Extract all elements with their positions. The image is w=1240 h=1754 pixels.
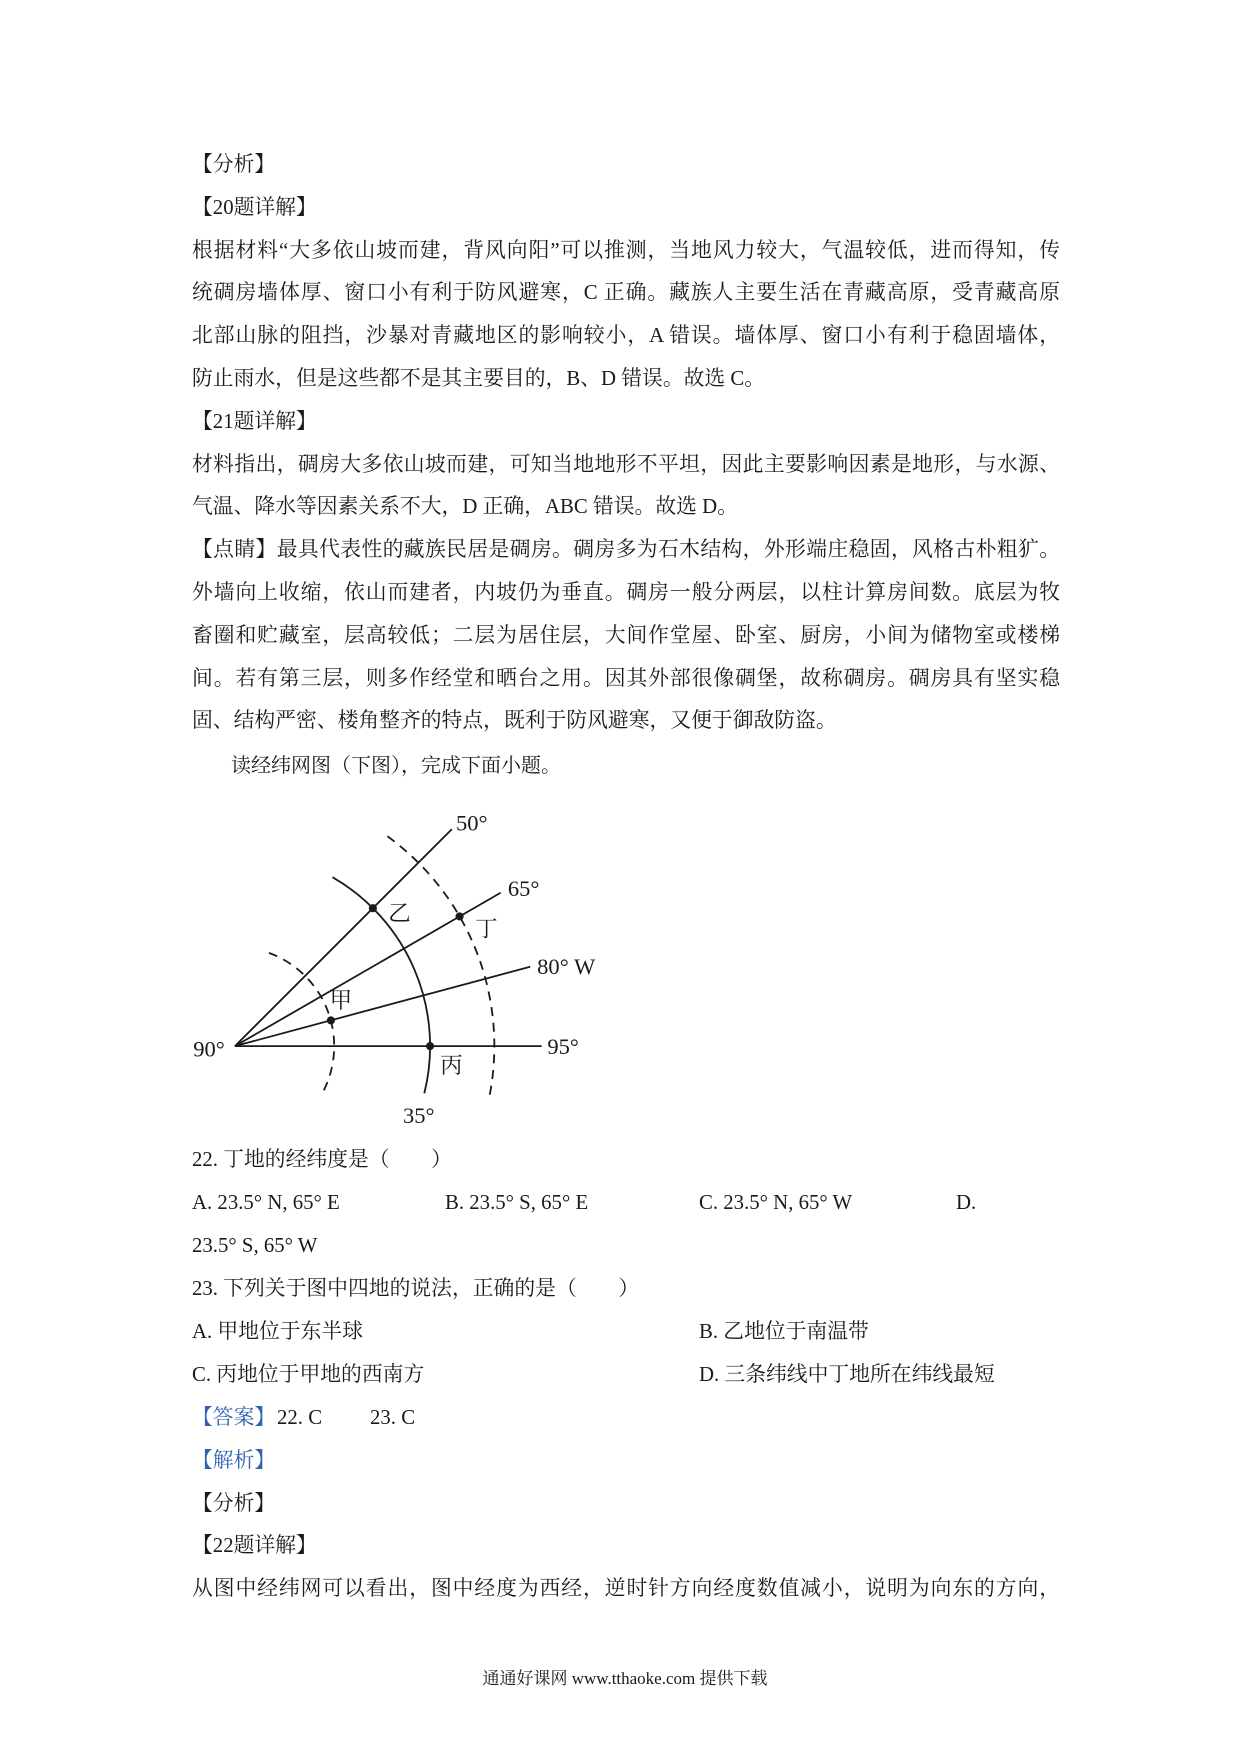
q23-option-c: C. 丙地位于甲地的西南方	[192, 1362, 425, 1386]
place-jia-label: 甲	[329, 987, 352, 1013]
paragraph-line: 统碉房墙体厚、窗口小有利于防风避寒，C 正确。藏族人主要生活在青藏高原，受青藏高原	[192, 281, 1060, 305]
q23-option-b: B. 乙地位于南温带	[699, 1319, 869, 1343]
answer-label: 【答案】	[192, 1405, 276, 1429]
meridian-50-line	[235, 829, 452, 1046]
point-ding-dot	[455, 912, 463, 920]
page-footer: 通通好课网 www.tthaoke.com 提供下载	[482, 1669, 768, 1688]
q22-option-d-text: 23.5° S, 65° W	[192, 1234, 318, 1258]
tip-line: 间。若有第三层，则多作经堂和晒台之用。因其外部很像碉堡，故称碉房。碉房具有坚实稳	[192, 666, 1060, 690]
previous-explanation-section	[192, 144, 1060, 743]
q23-option-a: A. 甲地位于东半球	[192, 1319, 363, 1343]
instruction-line: 读经纬网图（下图），完成下面小题。	[231, 755, 561, 777]
place-ding-label: 丁	[474, 916, 498, 942]
questions-section	[192, 1139, 1060, 1611]
place-bing-label: 丙	[439, 1053, 463, 1079]
q22-options-row	[192, 1182, 1060, 1225]
point-jia-dot	[326, 1016, 334, 1024]
tip-line: 固、结构严密、楼角整齐的特点，既利于防风避寒，又便于御敌防盗。	[192, 709, 837, 733]
meridian-80w-label: 80° W	[536, 953, 595, 979]
inner-parallel-dashed-arc	[268, 953, 333, 1096]
parallel-35-label: 35°	[402, 1102, 435, 1128]
q22-detail-heading: 【22题详解】	[192, 1534, 317, 1558]
explanation-label: 【解析】	[192, 1448, 276, 1472]
graticule-diagram	[192, 789, 632, 1139]
q22-option-a: A. 23.5° N, 65° E	[192, 1191, 340, 1215]
paragraph-line: 北部山脉的阻挡，沙暴对青藏地区的影响较小，A 错误。墙体厚、窗口小有利于稳固墙体，	[192, 324, 1060, 348]
point-bing-dot	[426, 1042, 434, 1050]
meridian-50-label: 50°	[455, 810, 488, 836]
place-yi-label: 乙	[387, 900, 411, 926]
pole-label: 90°	[192, 1036, 225, 1062]
analysis-heading: 【分析】	[192, 153, 276, 176]
answer-row	[192, 1397, 1060, 1440]
q23-options-row-1	[192, 1311, 1060, 1354]
meridian-95-label: 95°	[546, 1034, 579, 1060]
q20-heading: 【20题详解】	[192, 195, 317, 219]
tip-line: 【点睛】最具代表性的藏族民居是碉房。碉房多为石木结构，外形端庄稳固，风格古朴粗犷。	[192, 538, 1060, 562]
analysis-heading: 【分析】	[192, 1491, 276, 1515]
q23-options-row-2	[192, 1354, 1060, 1397]
paragraph-line: 根据材料“大多依山坡而建，背风向阳”可以推测，当地风力较大，气温较低，进而得知，传	[192, 238, 1060, 262]
q22-option-c: C. 23.5° N, 65° W	[699, 1191, 853, 1215]
paragraph-line: 材料指出，碉房大多依山坡而建，可知当地地形不平坦，因此主要影响因素是地形，与水源、	[192, 452, 1060, 476]
parallel-35-arc	[332, 877, 430, 1093]
answer-q23: 23. C	[370, 1405, 416, 1429]
q22-option-b: B. 23.5° S, 65° E	[445, 1191, 589, 1215]
paragraph-line: 气温、降水等因素关系不大，D 正确，ABC 错误。故选 D。	[192, 495, 738, 519]
tip-line: 畜圈和贮藏室，层高较低；二层为居住层，大间作堂屋、卧室、厨房，小间为储物室或楼梯	[192, 623, 1060, 647]
point-yi-dot	[368, 904, 376, 912]
tip-line: 外墙向上收缩，依山而建者，内坡仍为垂直。碉房一般分两层，以柱计算房间数。底层为牧	[192, 580, 1060, 604]
q23-option-d: D. 三条纬线中丁地所在纬线最短	[699, 1362, 995, 1386]
paragraph-line: 从图中经纬网可以看出，图中经度为西经，逆时针方向经度数值减小，说明为向东的方向，	[192, 1577, 1060, 1601]
paragraph-line: 防止雨水，但是这些都不是其主要目的，B、D 错误。故选 C。	[192, 366, 766, 390]
meridian-65-label: 65°	[507, 876, 540, 902]
answer-q22: 22. C	[277, 1405, 323, 1429]
q22-option-d-label: D.	[956, 1191, 977, 1215]
q23-stem: 23. 下列关于图中四地的说法，正确的是（ ）	[192, 1277, 640, 1301]
q22-stem: 22. 丁地的经纬度是（ ）	[192, 1148, 452, 1172]
q21-heading: 【21题详解】	[192, 409, 317, 433]
